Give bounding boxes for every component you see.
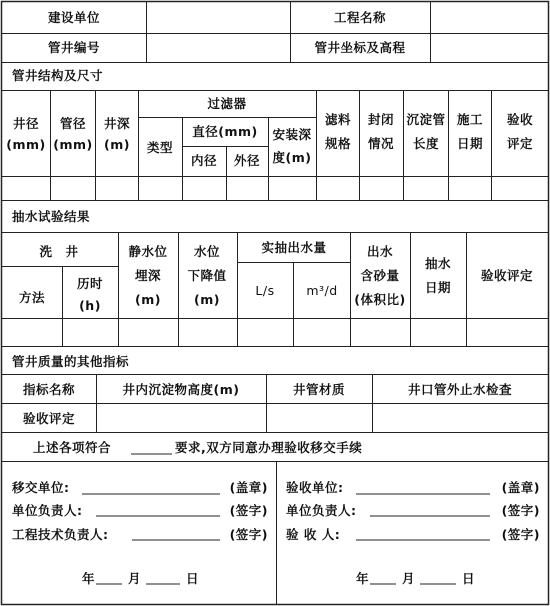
construction-unit-label: 建设单位 bbox=[47, 10, 101, 25]
filter-material-spec: 规格 bbox=[324, 136, 352, 151]
construction-date: 日期 bbox=[456, 136, 484, 151]
statement-prefix: 上述各项符合 bbox=[33, 440, 112, 455]
left-day-label: 日 bbox=[186, 571, 200, 586]
left-month-label: 月 bbox=[128, 571, 142, 586]
right-year-label: 年 bbox=[356, 571, 370, 586]
project-name-label: 工程名称 bbox=[333, 10, 387, 25]
pumping-section-title: 抽水试验结果 bbox=[12, 209, 91, 224]
quality-acceptance-label: 验收评定 bbox=[22, 411, 76, 426]
pumping-acceptance-header: 验收评定 bbox=[480, 268, 534, 283]
pumping-date-header: 抽水 bbox=[424, 256, 452, 271]
pumping-date-label: 日期 bbox=[424, 280, 452, 295]
static-level-depth: 埋深 bbox=[134, 268, 162, 283]
accept-unit-head-label: 单位负责人: bbox=[286, 503, 357, 518]
seal-header: 封闭 bbox=[367, 112, 395, 127]
well-depth-unit: (m) bbox=[104, 137, 130, 152]
well-coordinates-label: 管井坐标及高程 bbox=[314, 40, 406, 55]
left-year-label: 年 bbox=[82, 571, 96, 586]
sediment-pipe-header: 沉淀管 bbox=[406, 112, 446, 127]
well-washing-header: 洗 井 bbox=[39, 244, 79, 259]
sand-content-header: 出水 bbox=[366, 244, 394, 259]
waterproof-check-label: 井口管外止水检查 bbox=[407, 382, 513, 397]
accept-unit-label: 验收单位: bbox=[286, 480, 344, 495]
well-diameter-header: 井径 bbox=[12, 116, 40, 131]
drawdown-unit: (m) bbox=[194, 292, 220, 307]
wash-method-header: 方法 bbox=[18, 290, 46, 305]
drawdown-value: 下降值 bbox=[187, 268, 227, 283]
transfer-unit-seal: (盖章) bbox=[229, 480, 268, 495]
tech-head-label: 工程技术负责人: bbox=[12, 527, 109, 542]
well-diameter-unit: (mm) bbox=[6, 137, 46, 152]
well-number-label: 管井编号 bbox=[47, 40, 101, 55]
pipe-diameter-header: 管径 bbox=[59, 116, 87, 131]
filter-diameter-header: 直径(mm) bbox=[192, 124, 258, 139]
output-ls-header: L/s bbox=[255, 283, 275, 298]
seal-status: 情况 bbox=[367, 136, 395, 151]
pipe-material-label: 井管材质 bbox=[292, 382, 346, 397]
construction-header: 施工 bbox=[456, 112, 484, 127]
install-depth-header: 安装深 bbox=[272, 127, 312, 142]
acceptance-rating: 评定 bbox=[506, 136, 534, 151]
transfer-unit-label: 移交单位: bbox=[12, 480, 70, 495]
sand-content-unit: (体积比) bbox=[354, 292, 406, 307]
well-depth-header: 井深 bbox=[103, 116, 131, 131]
indicator-name-label: 指标名称 bbox=[22, 382, 76, 397]
receiver-sign: (签字) bbox=[501, 527, 540, 542]
filter-material-header: 滤料 bbox=[324, 112, 352, 127]
sand-content-label: 含砂量 bbox=[360, 268, 400, 283]
right-day-label: 日 bbox=[462, 571, 476, 586]
outer-diameter-header: 外径 bbox=[233, 153, 261, 168]
accept-unit-head-sign: (签字) bbox=[501, 503, 540, 518]
output-m3d-header: m³/d bbox=[306, 283, 338, 298]
transfer-unit-head-label: 单位负责人: bbox=[12, 503, 83, 518]
tech-head-sign: (签字) bbox=[229, 527, 268, 542]
sediment-pipe-length: 长度 bbox=[412, 136, 440, 151]
right-month-label: 月 bbox=[402, 571, 416, 586]
quality-section-title: 管井质量的其他指标 bbox=[12, 354, 130, 369]
accept-unit-seal: (盖章) bbox=[501, 480, 540, 495]
static-level-header: 静水位 bbox=[128, 244, 168, 259]
inner-diameter-header: 内径 bbox=[190, 153, 218, 168]
wash-duration-header: 历时 bbox=[76, 276, 104, 291]
filter-header: 过滤器 bbox=[207, 96, 247, 111]
receiver-label: 验 收 人: bbox=[286, 527, 341, 542]
drawdown-header: 水位 bbox=[193, 244, 221, 259]
transfer-unit-head-sign: (签字) bbox=[229, 503, 268, 518]
acceptance-header: 验收 bbox=[506, 112, 534, 127]
statement-suffix: 要求,双方同意办理验收移交手续 bbox=[175, 440, 363, 455]
static-level-unit: (m) bbox=[135, 292, 161, 307]
sediment-height-label: 井内沉淀物高度(m) bbox=[122, 382, 240, 397]
pipe-diameter-unit: (mm) bbox=[53, 137, 93, 152]
filter-type-header: 类型 bbox=[146, 140, 174, 155]
wash-duration-unit: (h) bbox=[79, 298, 101, 313]
actual-output-header: 实抽出水量 bbox=[261, 240, 327, 255]
structure-section-title: 管井结构及尺寸 bbox=[12, 68, 104, 83]
install-depth-unit: 度(m) bbox=[272, 150, 312, 165]
